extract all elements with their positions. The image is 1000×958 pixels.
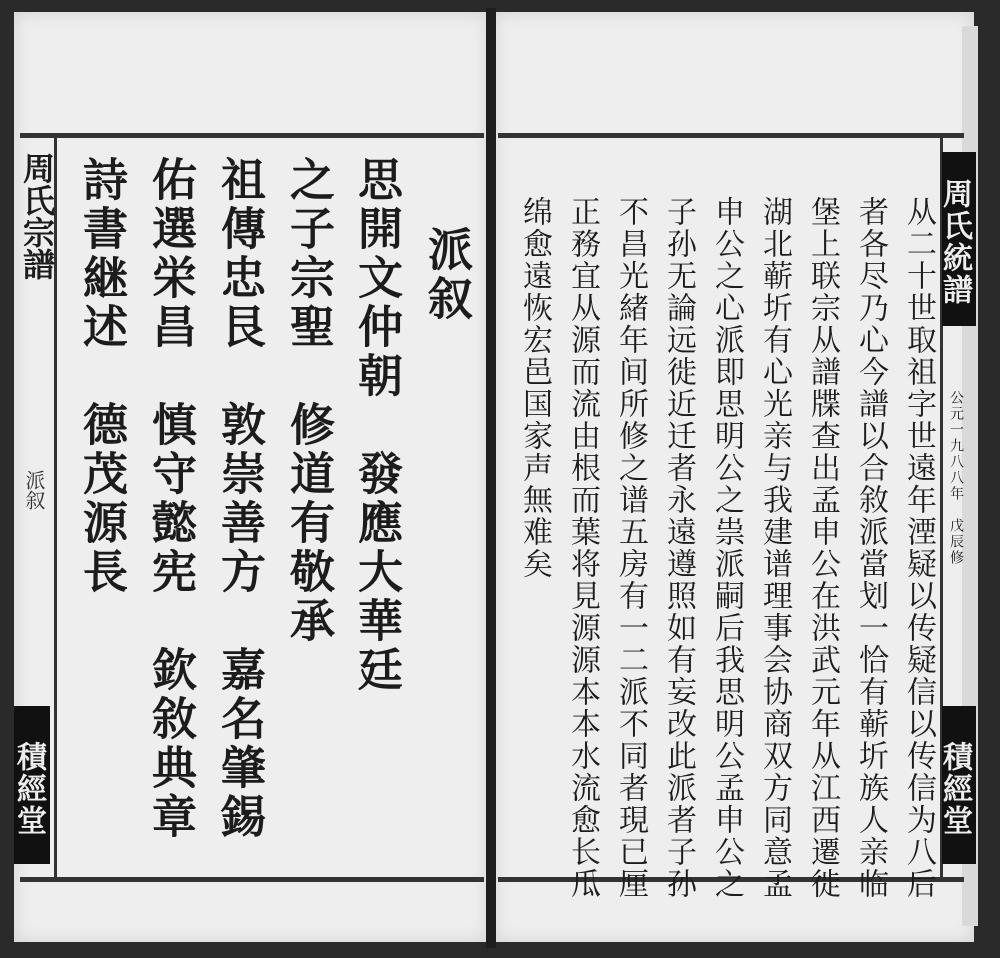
- left-column-3: 祖傳忠艮 敦崇善方 嘉名肇錫: [213, 156, 266, 842]
- right-column-6: 子孙无論远徙近迁者永遠遵照如有妄改此派者子孙: [661, 196, 696, 900]
- left-column-2: 之子宗聖 修道有敬承: [282, 156, 335, 646]
- right-column-4: 湖北蕲圻有心光亲与我建谱理事会协商双方同意孟: [757, 196, 792, 900]
- right-spine-title: 周氏統譜: [942, 152, 976, 326]
- right-column-8: 正務宜从源而流由根而葉将見源源本本水流愈长瓜: [565, 196, 600, 900]
- left-spine-title: 周氏宗譜: [18, 152, 56, 280]
- right-column-5: 申公之心派即思明公之祟派嗣后我思明公孟申公之: [709, 196, 744, 900]
- left-spine-section: 派叙: [22, 470, 46, 510]
- left-spine-hall: 積經堂: [14, 706, 50, 864]
- book-gutter: [486, 8, 496, 948]
- right-column-3: 堡上联宗从譜牒查出孟申公在洪武元年从江西遷徙: [805, 196, 840, 900]
- right-spine-date: 公元一九八八年 戊辰修: [948, 390, 964, 566]
- right-column-9: 绵愈遠恢宏邑国家声無难矣: [517, 196, 552, 580]
- left-bottom-rule: [20, 877, 484, 882]
- left-column-1: 思開文仲朝 發應大華廷: [350, 156, 403, 695]
- heading-paixu: 派叙: [420, 226, 473, 324]
- right-spine-hall: 積經堂: [942, 706, 976, 864]
- left-column-4: 佑選栄昌 慎守懿宪 欽敘典章: [144, 156, 197, 842]
- right-column-7: 不昌光緒年间所修之谱五房有一二派不同者現已厘: [613, 196, 648, 900]
- right-column-2: 者各尽乃心今譜以合敘派當划一恰有蕲圻族人亲临: [853, 196, 888, 900]
- left-top-rule: [20, 133, 484, 138]
- left-column-5: 詩書継述 德茂源長: [75, 156, 128, 597]
- right-top-rule: [498, 133, 964, 138]
- right-column-1: 从二十世取祖字世遠年湮疑以传疑信以传信为八后: [901, 196, 936, 900]
